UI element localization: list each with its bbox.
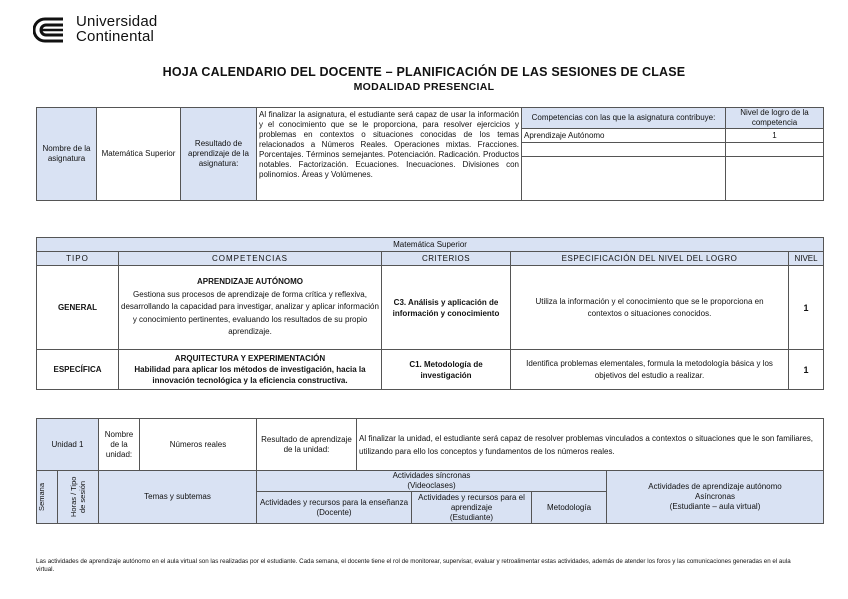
university-name-line2: Continental xyxy=(76,28,155,45)
university-name-line1: Universidad xyxy=(76,13,158,30)
semana-header-text: Semana xyxy=(37,483,46,511)
metodologia-header: Metodología xyxy=(532,492,607,524)
footnote: Las actividades de aprendizaje autónomo en el aula virtual son las realizadas por el estudiante. Cada semana, el docente tiene el rol de monitorear, supervisar, evaluar y retroalimentar estas actividades, además de atender los foros y las comunicaciones generadas en el aula virtual. xyxy=(36,558,791,573)
competencia-empty-2 xyxy=(522,143,726,157)
temas-header: Temas y subtemas xyxy=(99,471,257,524)
resultado-unidad-label: Resultado de aprendizaje de la unidad: xyxy=(257,419,357,471)
competencia-empty-3 xyxy=(522,157,726,201)
resultado-asignatura-label: Resultado de aprendizaje de la asignatura: xyxy=(181,108,257,201)
estudiante-title: Actividades y recursos para el aprendizaje xyxy=(418,492,525,512)
sincronas-title: Actividades síncronas xyxy=(392,471,471,480)
estudiante-header xyxy=(412,492,532,524)
autonomo-header xyxy=(607,471,824,524)
nivel-empty-2 xyxy=(726,143,824,157)
semana-header xyxy=(37,471,58,524)
autonomo-sub2: (Estudiante – aula virtual) xyxy=(669,502,761,511)
nombre-unidad-value: Números reales xyxy=(140,419,257,471)
especifica-nivel: 1 xyxy=(789,350,824,390)
university-logo-icon xyxy=(33,16,69,44)
competencias-col-header: COMPETENCIAS xyxy=(119,252,382,266)
nivel-1: 1 xyxy=(726,129,824,143)
asignatura-table xyxy=(36,107,824,201)
sincronas-sub: (Videoclases) xyxy=(407,481,456,490)
especifica-tipo: ESPECÍFICA xyxy=(37,350,119,390)
estudiante-sub: (Estudiante) xyxy=(449,512,494,522)
nivel-empty-3 xyxy=(726,157,824,201)
competencia-1: Aprendizaje Autónomo xyxy=(522,129,726,143)
general-competencia-title: APRENDIZAJE AUTÓNOMO xyxy=(197,277,303,287)
nivel-col-header: NIVEL xyxy=(789,252,824,266)
unidad-table xyxy=(36,418,824,524)
competencias-table xyxy=(36,237,824,390)
page-title: HOJA CALENDARIO DEL DOCENTE – PLANIFICACIÓN DE LAS SESIONES DE CLASE xyxy=(162,65,686,79)
especifica-especificacion: Identifica problemas elementales, formula la metodología básica y los objetivos del estudio a realizar. xyxy=(511,350,789,390)
especifica-criterio: C1. Metodología de investigación xyxy=(382,350,511,390)
autonomo-title: Actividades de aprendizaje autónomo xyxy=(648,482,782,491)
horas-header xyxy=(58,471,99,524)
horas-header-text: Horas / Tipo de sesión xyxy=(69,476,87,518)
resultado-unidad-value: Al finalizar la unidad, el estudiante será capaz de resolver problemas vinculados a contextos o situaciones que le son familiares, utilizando para ello los conceptos y fundamentos de los números reales. xyxy=(357,419,824,471)
docente-header xyxy=(257,492,412,524)
especifica-competencia-text: Habilidad para aplicar los métodos de investigación, hacia la innovación tecnológica y la eficiencia constructiva. xyxy=(134,365,366,385)
general-competencia-text: Gestiona sus procesos de aprendizaje de forma crítica y reflexiva, desarrollando la capacidad para investigar, analizar y aplicar información y conocimiento pertinentes, evaluando los resultados de su propio aprendizaje. xyxy=(121,289,379,337)
general-especificacion: Utiliza la información y el conocimiento que se le proporciona en contextos o situaciones conocidos. xyxy=(511,266,789,350)
docente-title: Actividades y recursos para la enseñanza xyxy=(259,497,409,507)
page-subtitle: MODALIDAD PRESENCIAL xyxy=(353,81,495,93)
nivel-header: Nivel de logro de la competencia xyxy=(726,108,824,129)
especifica-competencia-title: ARQUITECTURA Y EXPERIMENTACIÓN xyxy=(174,354,326,363)
criterios-header: CRITERIOS xyxy=(382,252,511,266)
resultado-asignatura-value: Al finalizar la asignatura, el estudiante será capaz de usar la información y el conocimiento que se le proporciona, para resolver ejercicios y problemas en contextos o situaciones conocidas de los temas relacionados a Números Reales. Operaciones mixtas. Fracciones. Porcentajes. Términos semejantes. Potenciación. Radicación. Productos notables. Factorización. Ecuaciones. Inecuaciones. Divisiones con polinomios. Áreas y Volúmenes. xyxy=(257,108,522,201)
general-nivel: 1 xyxy=(789,266,824,350)
tipo-header: TIPO xyxy=(37,252,119,266)
nombre-unidad-label: Nombre de la unidad: xyxy=(99,419,140,471)
general-criterio: C3. Análisis y aplicación de información y conocimiento xyxy=(382,266,511,350)
especifica-competencia xyxy=(119,350,382,390)
nombre-asignatura-label: Nombre de la asignatura xyxy=(37,108,97,201)
especificacion-header: ESPECIFICACIÓN DEL NIVEL DEL LOGRO xyxy=(511,252,789,266)
unidad-label: Unidad 1 xyxy=(37,419,99,471)
competencias-header: Competencias con las que la asignatura contribuye: xyxy=(522,108,726,129)
competencias-caption: Matemática Superior xyxy=(37,238,824,252)
general-tipo: GENERAL xyxy=(37,266,119,350)
docente-sub: (Docente) xyxy=(316,507,352,517)
general-competencia xyxy=(119,266,382,350)
sincronas-header xyxy=(257,471,607,492)
nombre-asignatura-value: Matemática Superior xyxy=(97,108,181,201)
autonomo-sub1: Asíncronas xyxy=(695,492,736,501)
